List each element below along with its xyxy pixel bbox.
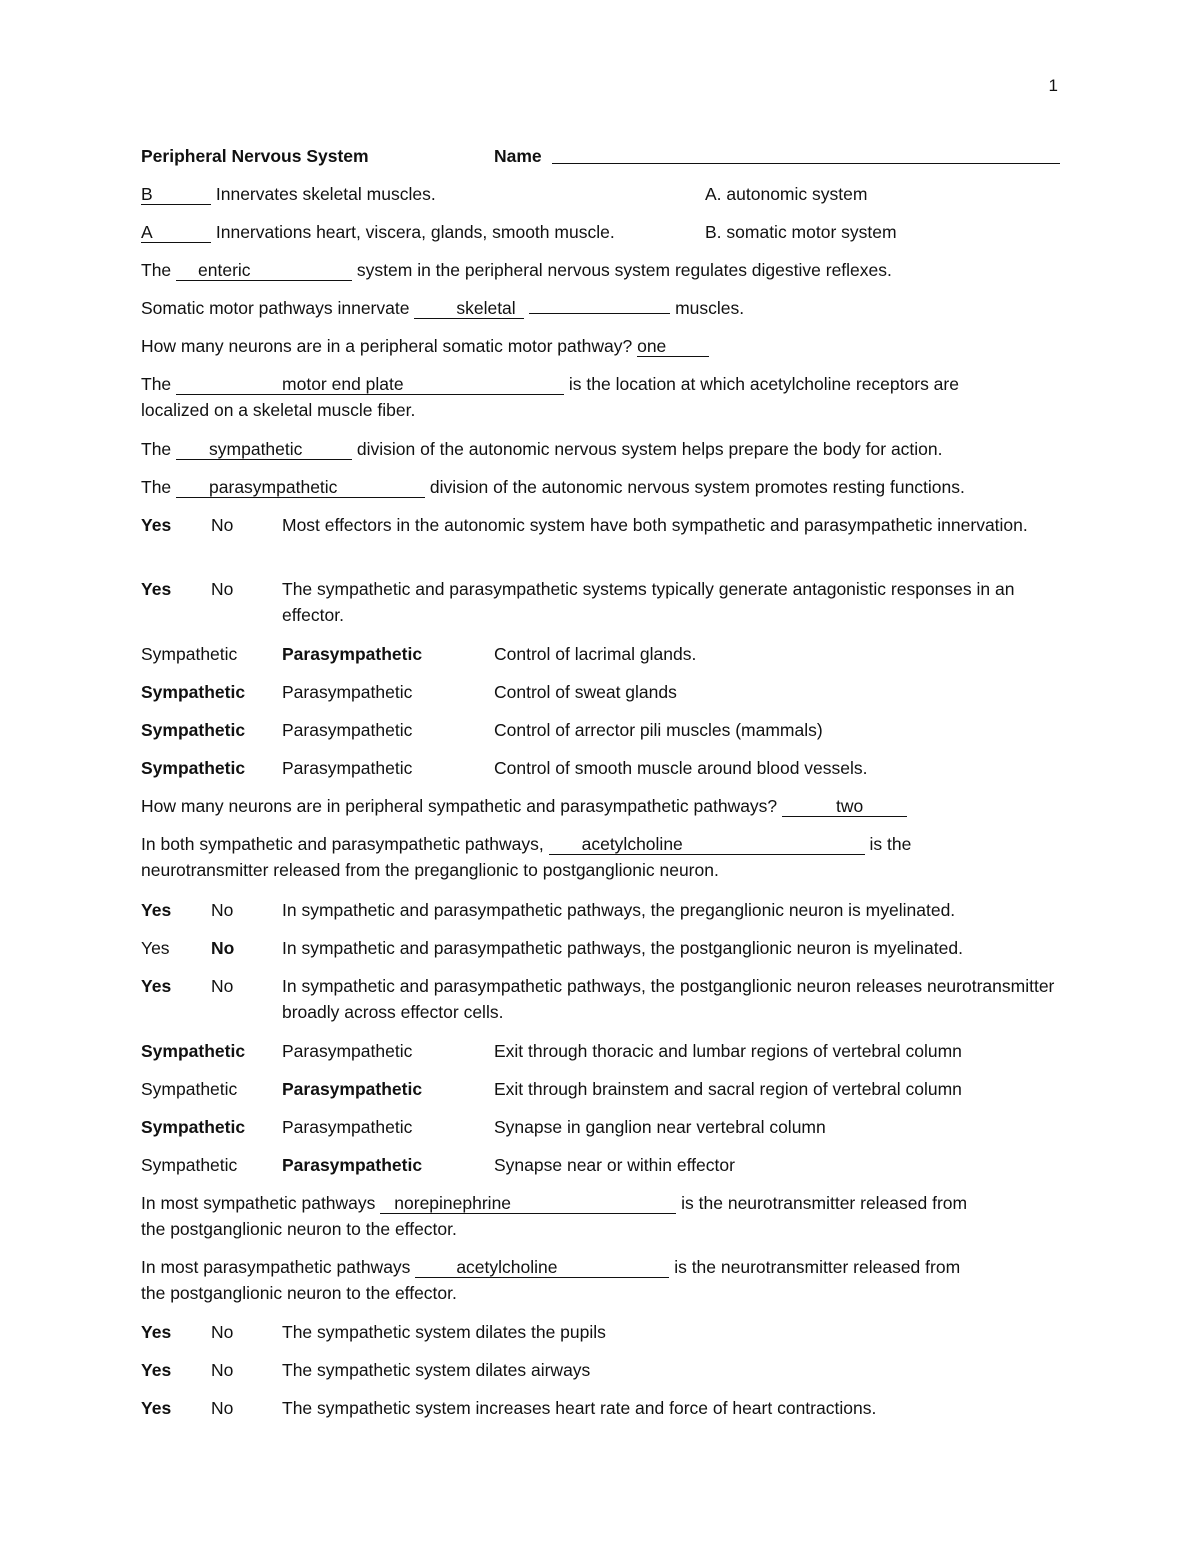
question-acetylcholine-para — [141, 1254, 1064, 1306]
question-text: The — [141, 374, 172, 394]
yes-option[interactable]: Yes — [141, 1360, 172, 1380]
yes-option[interactable]: Yes — [141, 1398, 172, 1418]
question-text: In both sympathetic and parasympathetic pathways, — [141, 834, 544, 854]
question-text: system in the peripheral nervous system regulates digestive reflexes. — [356, 260, 892, 280]
question-somatic — [141, 295, 1064, 321]
sympathetic-option[interactable]: Sympathetic — [141, 644, 238, 664]
yes-option[interactable]: Yes — [141, 900, 172, 920]
question-text: division of the autonomic nervous system helps prepare the body for action. — [356, 439, 943, 459]
matching-answer[interactable]: A — [141, 222, 211, 243]
statement: In sympathetic and parasympathetic pathways, the preganglionic neuron is myelinated. — [282, 900, 956, 920]
sympathetic-option[interactable]: Sympathetic — [141, 1117, 246, 1137]
question-acetylcholine — [141, 831, 1064, 883]
question-text: muscles. — [675, 298, 745, 318]
yes-no-item — [141, 512, 1064, 564]
no-option[interactable]: No — [211, 1398, 234, 1418]
no-option[interactable]: No — [211, 1360, 234, 1380]
question-text: is the neurotransmitter released from — [681, 1193, 968, 1213]
question-text: The — [141, 260, 172, 280]
question-text: neurotransmitter released from the preganglionic to postganglionic neuron. — [141, 860, 719, 880]
statement: Exit through brainstem and sacral region of vertebral column — [494, 1079, 962, 1099]
question-endplate — [141, 371, 1064, 423]
matching-answer[interactable]: B — [141, 184, 211, 205]
answer-blank[interactable]: one — [637, 336, 709, 357]
sympathetic-option[interactable]: Sympathetic — [141, 1079, 238, 1099]
yes-option[interactable]: Yes — [141, 579, 172, 599]
statement: The sympathetic system increases heart rate and force of heart contractions. — [282, 1398, 877, 1418]
sympathetic-option[interactable]: Sympathetic — [141, 1155, 238, 1175]
statement: Synapse in ganglion near vertebral column — [494, 1117, 826, 1137]
no-option[interactable]: No — [211, 976, 234, 996]
statement: Most effectors in the autonomic system have both sympathetic and parasympathetic innervation. — [282, 515, 1028, 535]
parasympathetic-option[interactable]: Parasympathetic — [282, 1155, 423, 1175]
question-text: The — [141, 439, 172, 459]
question-text: localized on a skeletal muscle fiber. — [141, 400, 416, 420]
statement: Control of sweat glands — [494, 682, 677, 702]
sympathetic-option[interactable]: Sympathetic — [141, 720, 246, 740]
question-text: How many neurons are in a peripheral somatic motor pathway? — [141, 336, 633, 356]
parasympathetic-option[interactable]: Parasympathetic — [282, 1117, 413, 1137]
name-label: Name — [494, 146, 542, 166]
answer-blank[interactable]: acetylcholine — [415, 1257, 669, 1278]
question-neurons-somatic — [141, 333, 1064, 359]
parasympathetic-option[interactable]: Parasympathetic — [282, 682, 413, 702]
question-parasympathetic — [141, 474, 1064, 500]
answer-blank[interactable]: norepinephrine — [380, 1193, 676, 1214]
answer-blank[interactable]: enteric — [176, 260, 352, 281]
question-neurons-autonomic — [141, 793, 1064, 819]
statement: Exit through thoracic and lumbar regions of vertebral column — [494, 1041, 962, 1061]
matching-option: B. somatic motor system — [705, 222, 897, 242]
statement: Control of arrector pili muscles (mammals) — [494, 720, 823, 740]
question-text: In most sympathetic pathways — [141, 1193, 376, 1213]
question-text: the postganglionic neuron to the effector. — [141, 1283, 457, 1303]
question-sympathetic — [141, 436, 1064, 462]
statement: In sympathetic and parasympathetic pathways, the postganglionic neuron releases neurotransmitter broadly across effector cells. — [282, 976, 1055, 1022]
yes-no-item — [141, 576, 1064, 628]
question-text: is the location at which acetylcholine receptors are — [568, 374, 959, 394]
matching-statement: Innervations heart, viscera, glands, smooth muscle. — [215, 222, 615, 242]
statement: In sympathetic and parasympathetic pathways, the postganglionic neuron is myelinated. — [282, 938, 963, 958]
no-option[interactable]: No — [211, 515, 234, 535]
answer-blank[interactable]: skeletal — [414, 298, 524, 319]
no-option[interactable]: No — [211, 1322, 234, 1342]
no-option[interactable]: No — [211, 579, 234, 599]
statement: Control of lacrimal glands. — [494, 644, 697, 664]
answer-blank[interactable]: parasympathetic — [176, 477, 425, 498]
no-option[interactable]: No — [211, 938, 235, 958]
matching-row — [141, 181, 1064, 207]
question-text: The — [141, 477, 172, 497]
statement: The sympathetic system dilates the pupils — [282, 1322, 606, 1342]
name-field[interactable] — [552, 143, 1060, 164]
statement: Synapse near or within effector — [494, 1155, 735, 1175]
yes-option[interactable]: Yes — [141, 938, 170, 958]
answer-blank[interactable]: sympathetic — [176, 439, 352, 460]
page-title: Peripheral Nervous System — [141, 146, 369, 166]
parasympathetic-option[interactable]: Parasympathetic — [282, 720, 413, 740]
statement: Control of smooth muscle around blood vessels. — [494, 758, 868, 778]
question-enteric — [141, 257, 1064, 283]
matching-statement: Innervates skeletal muscles. — [215, 184, 436, 204]
yes-no-item — [141, 973, 1064, 1025]
parasympathetic-option[interactable]: Parasympathetic — [282, 1079, 423, 1099]
page-number: 1 — [1048, 76, 1058, 95]
statement: The sympathetic system dilates airways — [282, 1360, 591, 1380]
yes-option[interactable]: Yes — [141, 1322, 172, 1342]
parasympathetic-option[interactable]: Parasympathetic — [282, 1041, 413, 1061]
yes-option[interactable]: Yes — [141, 515, 172, 535]
parasympathetic-option[interactable]: Parasympathetic — [282, 758, 413, 778]
answer-blank[interactable]: motor end plate — [176, 374, 564, 395]
question-text: is the neurotransmitter released from — [674, 1257, 961, 1277]
parasympathetic-option[interactable]: Parasympathetic — [282, 644, 423, 664]
question-text: division of the autonomic nervous system promotes resting functions. — [429, 477, 965, 497]
answer-blank-extension — [529, 295, 670, 314]
question-text: the postganglionic neuron to the effector. — [141, 1219, 457, 1239]
no-option[interactable]: No — [211, 900, 234, 920]
yes-option[interactable]: Yes — [141, 976, 172, 996]
question-text: is the — [869, 834, 912, 854]
question-text: In most parasympathetic pathways — [141, 1257, 411, 1277]
statement: The sympathetic and parasympathetic systems typically generate antagonistic responses in an effector. — [282, 579, 1015, 625]
sympathetic-option[interactable]: Sympathetic — [141, 758, 246, 778]
question-norepinephrine — [141, 1190, 1064, 1242]
matching-option: A. autonomic system — [705, 184, 868, 204]
answer-blank[interactable]: two — [782, 796, 907, 817]
matching-row — [141, 219, 1064, 245]
worksheet-header — [141, 143, 1064, 169]
question-text: How many neurons are in peripheral sympathetic and parasympathetic pathways? — [141, 796, 778, 816]
answer-blank[interactable]: acetylcholine — [549, 834, 865, 855]
sympathetic-option[interactable]: Sympathetic — [141, 682, 246, 702]
sympathetic-option[interactable]: Sympathetic — [141, 1041, 246, 1061]
question-text: Somatic motor pathways innervate — [141, 298, 410, 318]
